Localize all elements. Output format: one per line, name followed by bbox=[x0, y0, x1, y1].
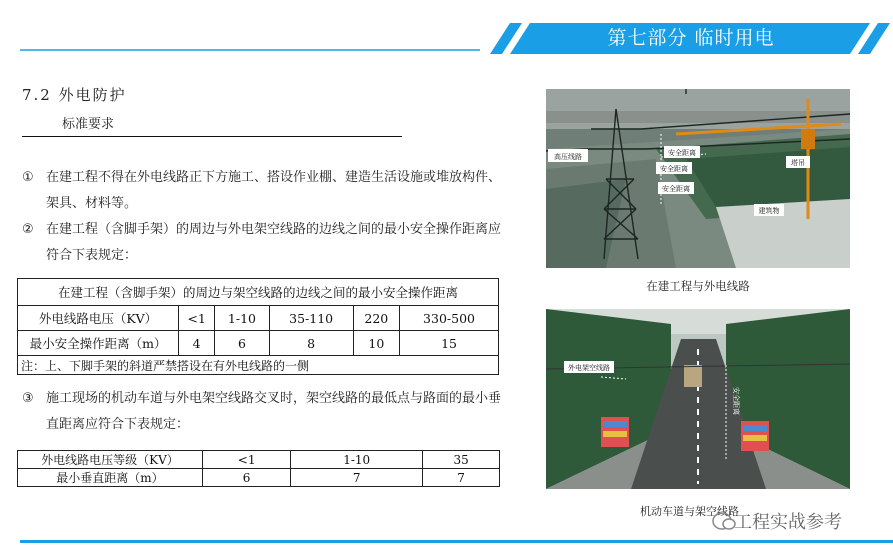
table-cell: 7 bbox=[291, 469, 423, 487]
footer-divider bbox=[20, 539, 893, 544]
bullet-number: ③ bbox=[22, 391, 34, 406]
label-safe-distance-mid: 安全距离 bbox=[660, 165, 688, 173]
requirement-2 bbox=[22, 217, 502, 269]
table-cell: 8 bbox=[269, 331, 353, 356]
table-cell: <1 bbox=[179, 306, 215, 331]
row-label: 最小安全操作距离（m） bbox=[18, 331, 179, 356]
bullet-number: ① bbox=[22, 170, 34, 185]
watermark-text: 工程实战参考 bbox=[734, 512, 842, 533]
table-cell: 35-110 bbox=[269, 306, 353, 331]
bullet-number: ② bbox=[22, 222, 34, 237]
table-cell: 220 bbox=[353, 306, 399, 331]
requirement-text: 施工现场的机动车道与外电架空线路交叉时，架空线路的最低点与路面的最小垂直距离应符合下表规定： bbox=[46, 391, 502, 432]
page-heading: 7.2 外电防护 bbox=[22, 86, 127, 104]
label-building: 建筑物 bbox=[758, 207, 780, 215]
row-label: 外电线路电压等级（KV） bbox=[18, 451, 203, 469]
table-cell: 6 bbox=[203, 469, 291, 487]
photo-caption-1: 在建工程与外电线路 bbox=[646, 279, 750, 293]
label-safe-distance-top: 安全距离 bbox=[668, 149, 696, 157]
table-row bbox=[18, 469, 500, 487]
table-cell: 15 bbox=[400, 331, 499, 356]
table-row bbox=[18, 451, 500, 469]
label-high-voltage: 高压线路 bbox=[554, 153, 582, 161]
table-row bbox=[18, 306, 499, 331]
row-label: 最小垂直距离（m） bbox=[18, 469, 203, 487]
requirement-text: 在建工程不得在外电线路正下方施工、搭设作业棚、建造生活设施或堆放构件、架具、材料等。 bbox=[46, 170, 502, 211]
row-label: 外电线路电压（KV） bbox=[18, 306, 179, 331]
table-cell: 7 bbox=[423, 469, 500, 487]
table-cell: 6 bbox=[215, 331, 269, 356]
site-illustration-power-line bbox=[546, 89, 850, 268]
vertical-distance-table bbox=[17, 450, 500, 487]
table-cell: 10 bbox=[353, 331, 399, 356]
label-tower-crane: 塔吊 bbox=[791, 159, 805, 167]
table-row bbox=[18, 331, 499, 356]
table-cell: 4 bbox=[179, 331, 215, 356]
section-title: 第七部分 临时用电 bbox=[607, 27, 775, 49]
table-cell: <1 bbox=[203, 451, 291, 469]
requirement-text: 在建工程（含脚手架）的周边与外电架空线路的边线之间的最小安全操作距离应符合下表规定： bbox=[46, 222, 502, 263]
table-cell: 330-500 bbox=[400, 306, 499, 331]
table-title: 在建工程（含脚手架）的周边与架空线路的边线之间的最小安全操作距离 bbox=[18, 279, 499, 306]
label-overhead-line: 外电架空线路 bbox=[568, 364, 610, 372]
subheading: 标准要求 bbox=[62, 117, 115, 132]
safety-distance-table bbox=[17, 278, 499, 375]
photo-caption-2: 机动车道与架空线路 bbox=[640, 505, 739, 518]
requirement-1 bbox=[22, 165, 502, 217]
table-cell: 35 bbox=[423, 451, 500, 469]
requirement-3 bbox=[22, 386, 502, 438]
road-illustration-overhead-line bbox=[546, 309, 850, 489]
label-vertical-safe-distance: 安全距离 bbox=[732, 387, 740, 415]
table-cell: 1-10 bbox=[215, 306, 269, 331]
heading-divider bbox=[22, 136, 402, 137]
table-cell: 1-10 bbox=[291, 451, 423, 469]
label-safe-distance-bottom: 安全距离 bbox=[662, 185, 690, 193]
table-note: 注：上、下脚手架的斜道严禁搭设在有外电线路的一侧 bbox=[18, 356, 499, 375]
